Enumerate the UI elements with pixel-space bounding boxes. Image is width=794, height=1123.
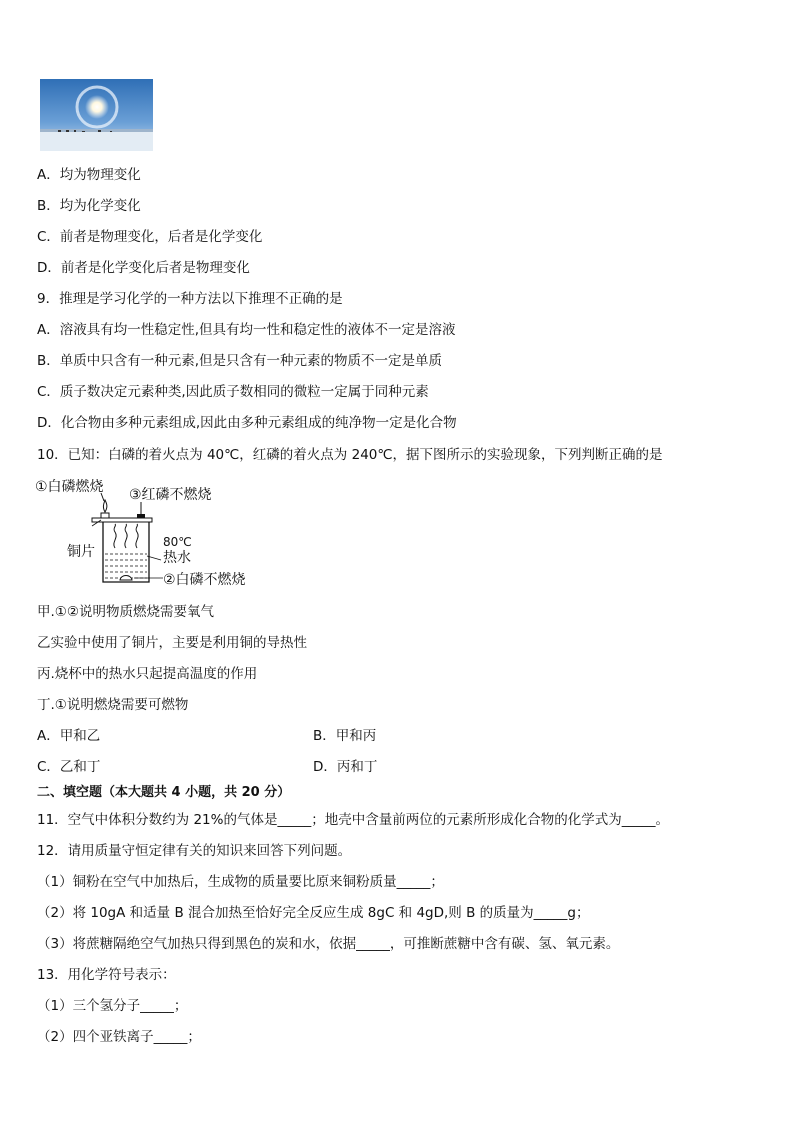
q9-option-d: D．化合物由多种元素组成,因此由多种元素组成的纯净物一定是化合物 <box>37 415 457 431</box>
halo-photo <box>40 79 153 151</box>
q13-part-2: （2）四个亚铁离子_____； <box>37 1029 201 1045</box>
diagram-label-white-p-in-water: ②白磷不燃烧 <box>163 572 246 588</box>
diagram-label-red-p-not-burning: ③红磷不燃烧 <box>129 487 212 503</box>
q10-statement-jia: 甲.①②说明物质燃烧需要氧气 <box>37 604 214 620</box>
q9-option-b: B．单质中只含有一种元素,但是只含有一种元素的物质不一定是单质 <box>37 353 443 369</box>
q9-option-c: C．质子数决定元素种类,因此质子数相同的微粒一定属于同种元素 <box>37 384 429 400</box>
q13-part-1: （1）三个氢分子_____； <box>37 998 188 1014</box>
q9-stem: 9．推理是学习化学的一种方法以下推理不正确的是 <box>37 291 343 307</box>
q8-option-b: B．均为化学变化 <box>37 198 141 214</box>
q10-stem: 10．已知：白磷的着火点为 40℃，红磷的着火点为 240℃，据下图所示的实验现象，下列判断正确的是 <box>37 447 663 463</box>
q10-option-a: A．甲和乙 <box>37 728 101 744</box>
q10-statement-ding: 丁.①说明燃烧需要可燃物 <box>37 697 189 713</box>
q11-text: 11．空气中体积分数约为 21%的气体是_____；地壳中含量前两位的元素所形成化合物的化学式为_____。 <box>37 812 669 828</box>
q13-stem: 13．用化学符号表示： <box>37 967 176 983</box>
q10-option-c: C．乙和丁 <box>37 759 101 775</box>
q8-option-c: C．前者是物理变化，后者是化学变化 <box>37 229 263 245</box>
q10-statement-bing: 丙.烧杯中的热水只起提高温度的作用 <box>37 666 258 682</box>
section-title-fill-in: 二、填空题（本大题共 4 小题，共 20 分） <box>37 785 291 800</box>
combustion-experiment-diagram <box>35 476 265 594</box>
q12-part-1: （1）铜粉在空气中加热后，生成物的质量要比原来铜粉质量_____； <box>37 874 444 890</box>
q10-option-b: B．甲和丙 <box>313 728 377 744</box>
q12-part-3: （3）将蔗糖隔绝空气加热只得到黑色的炭和水，依据_____，可推断蔗糖中含有碳、氢、氧元素。 <box>37 936 620 952</box>
q9-option-a: A．溶液具有均一性稳定性,但具有均一性和稳定性的液体不一定是溶液 <box>37 322 456 338</box>
q8-option-d: D．前者是化学变化后者是物理变化 <box>37 260 250 276</box>
q10-statement-yi: 乙实验中使用了铜片，主要是利用铜的导热性 <box>37 635 307 651</box>
diagram-label-temp: 80℃ <box>163 535 192 549</box>
q8-option-a: A．均为物理变化 <box>37 167 141 183</box>
q12-part-2: （2）将 10gA 和适量 B 混合加热至恰好完全反应生成 8gC 和 4gD,则 B 的质量为_____g； <box>37 905 590 921</box>
diagram-label-white-p-burning: ①白磷燃烧 <box>35 479 104 495</box>
q10-option-d: D．丙和丁 <box>313 759 378 775</box>
diagram-label-copper: 铜片 <box>67 544 95 560</box>
diagram-label-hot-water: 热水 <box>163 550 191 566</box>
q12-stem: 12．请用质量守恒定律有关的知识来回答下列问题。 <box>37 843 352 859</box>
